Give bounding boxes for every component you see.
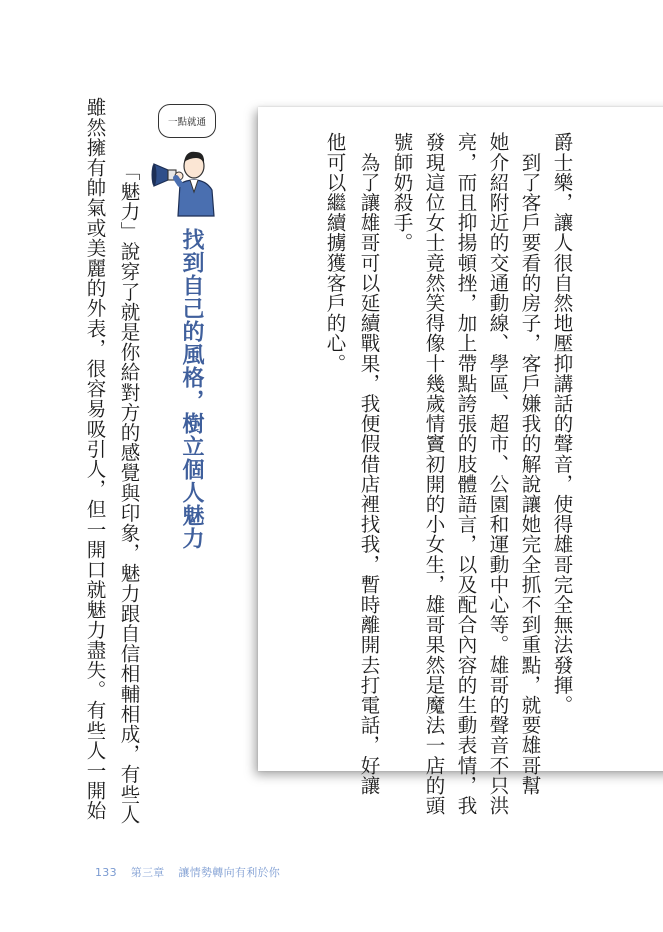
card-column-4: 亮，而且抑揚頓挫，加上帶點誇張的肢體語言，以及配合內容的生動表情，我 xyxy=(454,132,478,816)
sidebar-column-2: 雖然擁有帥氣或美麗的外表，很容易吸引人，但一開口就魅力盡失。有些人一開始 xyxy=(83,97,107,821)
card-column-6: 號師奶殺手。 xyxy=(390,132,414,253)
story-card xyxy=(258,107,663,816)
chapter-title: 讓情勢轉向有利於你 xyxy=(178,866,281,879)
page-footer xyxy=(95,864,290,880)
megaphone-man-icon xyxy=(150,140,220,218)
card-column-3: 她介紹附近的交通動線、學區、超市、公園和運動中心等。雄哥的聲音不只洪 xyxy=(486,132,510,816)
tip-bubble-label: 一點就通 xyxy=(167,117,206,128)
card-column-2: 到了客戶要看的房子，客戶嫌我的解說讓她完全抓不到重點，就要雄哥幫 xyxy=(518,132,542,796)
chapter-label: 第三章 xyxy=(130,866,165,879)
card-column-8: 他可以繼續擄獲客戶的心。 xyxy=(323,132,347,374)
card-column-7: 為了讓雄哥可以延續戰果，我便假借店裡找我，暫時離開去打電話，好讓 xyxy=(357,132,381,796)
card-column-1: 爵士樂，讓人很自然地壓抑講話的聲音，使得雄哥完全無法發揮。 xyxy=(550,132,574,715)
section-heading: 找到自己的風格，樹立個人魅力 xyxy=(179,228,204,550)
tip-speech-bubble xyxy=(158,104,216,138)
card-column-5: 發現這位女士竟然笑得像十幾歲情竇初開的小女生，雄哥果然是魔法一店的頭 xyxy=(422,132,446,816)
page-number: 133 xyxy=(95,866,117,879)
sidebar-column-1: 「魅力」說穿了就是你給對方的感覺與印象，魅力跟自信相輔相成，有些人 xyxy=(117,161,141,825)
